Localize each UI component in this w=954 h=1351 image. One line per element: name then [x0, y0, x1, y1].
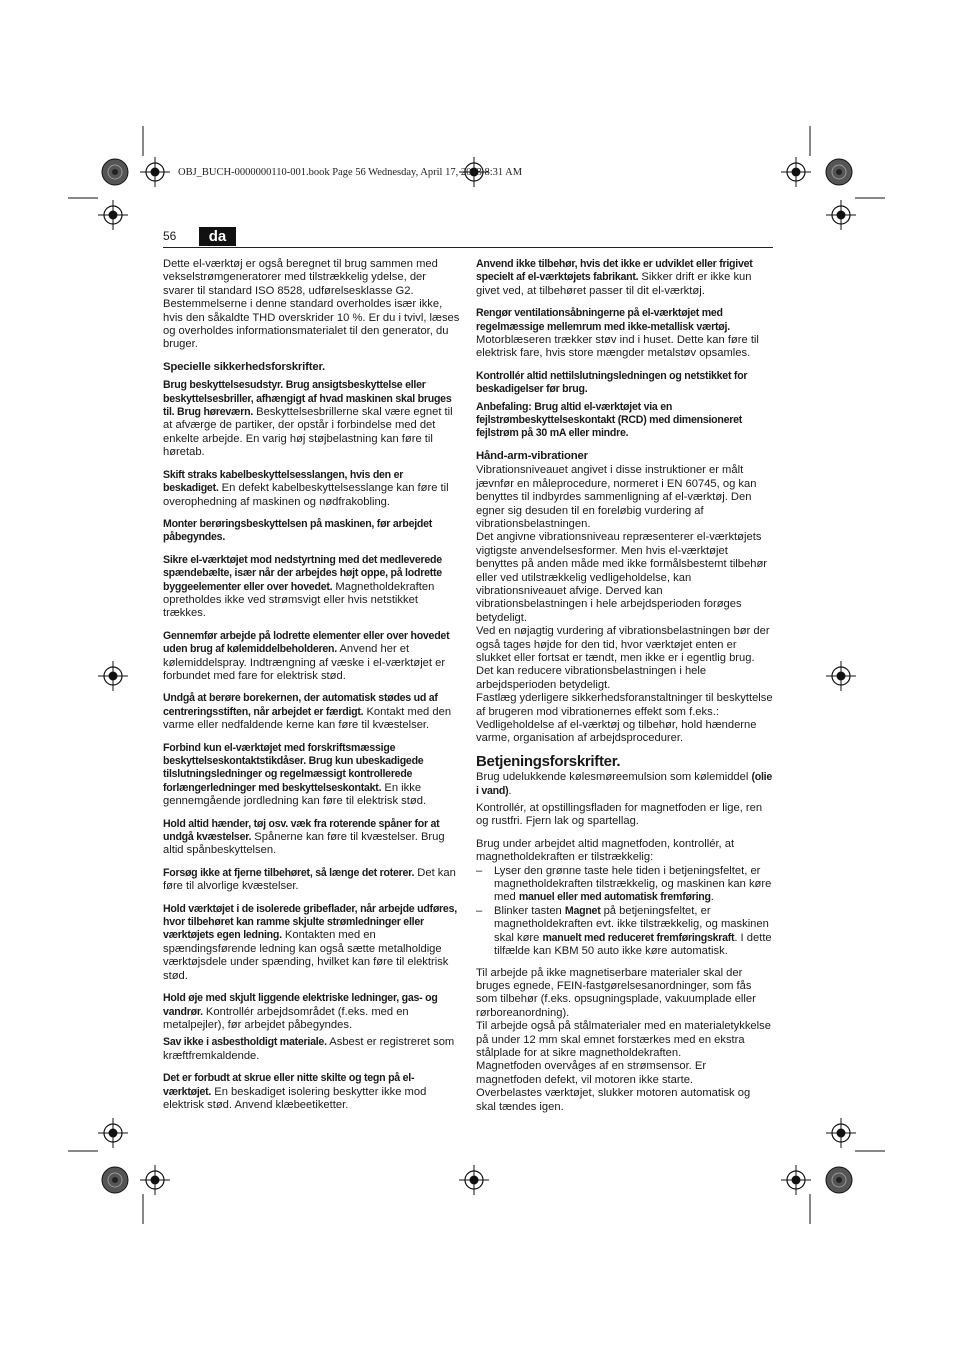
safety-instruction: Forsøg ikke at fjerne tilbehøret, så længe det roterer. — [163, 866, 415, 879]
safety-instruction: Anbefaling: Brug altid el-værktøjet via en fejlstrømbeskyttelseskontakt (RCD) med dimensioneret fejlstrøm på 30 mA eller mindre. — [476, 400, 743, 440]
vibration-paragraph: Det angivne vibrationsniveau repræsenterer el-værktøjets vigtigste anvendelsesformer. Men hvis el-værktøjet benyttes på anden måde med ikke formålsbestemt tilbehør eller ved utilstrækkelig vedligeholdelse, kan vibrationsniveauet afvige. Derved kan vibrationsbelastningen i hele arbejdsperioden forøges betydeligt. — [476, 531, 768, 624]
safety-paragraph — [163, 742, 460, 809]
list-dash: – — [476, 864, 483, 877]
safety-explanation: Motorblæseren trækker støv ind i huset. Dette kan føre til elektrisk fare, hvis store mængder metalstøv opsamles. — [476, 334, 759, 360]
color-target — [102, 1167, 128, 1193]
list-item — [476, 905, 773, 959]
intro-paragraph: Dette el-værktøj er også beregnet til brug sammen med vekselstrømgeneratorer med tilstrækkelig ydelse, der svarer til standard ISO 8528, udførelsesklasse G2. Bestemmelserne i denne standard overholdes især ikke, hvis den såkaldte THD overskrider 10 %. Er du i tvivl, læses og overholdes informationsmaterialet til den generator, du bruger. — [163, 258, 460, 351]
safety-instruction: Skift straks kabelbeskyttelsesslangen, hvis den er beskadiget. — [163, 468, 404, 495]
section-heading-vibration: Hånd-arm-vibrationer — [476, 449, 588, 462]
operation-paragraph: Kontrollér, at opstillingsfladen for magnetfoden er lige, ren og rustfri. Fjern lak og spartellag. — [476, 802, 763, 828]
safety-instruction: Forbind kun el-værktøjet med forskriftsmæssige beskyttelseskontaktstikdåser. Brug kun ubeskadigede tilslutningsledninger og regelmæssigt kontrollerede forlængerledninger med beskyttelseskontakt. — [163, 741, 424, 794]
safety-paragraph — [163, 1072, 460, 1112]
list-item — [476, 865, 773, 905]
magnet-check-list — [476, 865, 773, 959]
safety-instruction: Brug beskyttelsesudstyr. Brug ansigtsbeskyttelse eller beskyttelsesbriller, afhængigt af hvad maskinen skal bruges til. Brug høreværn. — [163, 379, 452, 419]
list-text: på betjeningsfeltet, er magnetholdekraften evt. ikke tilstrækkelig, og maskinen skal køre — [494, 904, 769, 944]
registration-mark — [459, 1165, 489, 1195]
registration-mark — [826, 1118, 856, 1148]
safety-instruction: Hold altid hænder, tøj osv. væk fra roterende spåner for at undgå kvæstelser. — [163, 817, 440, 844]
section-heading-safety: Specielle sikkerhedsforskrifter. — [163, 360, 326, 373]
safety-explanation: Kontakt med den varme eller nedfaldende kerne kan føre til kvæstelser. — [163, 705, 452, 732]
safety-explanation: Beskyttelsesbrillerne skal være egnet til at afværge de partiker, der opstår i forbindelse med det enkelte arbejde. En varig høj støjbelastning kan føre til høretab. — [163, 406, 453, 459]
registration-mark — [826, 661, 856, 691]
list-text: Blinker tasten — [494, 904, 565, 917]
list-text: Lyser den grønne taste hele tiden i betjeningsfeltet, er magnetholdekraften tilstrækkelig, og maskinen kan køre med — [494, 864, 772, 904]
color-target — [102, 159, 128, 185]
safety-instruction: Hold øje med skjult liggende elektriske ledninger, gas- og vandrør. — [163, 992, 438, 1018]
safety-instruction: Hold værktøjet i de isolerede gribeflader, når arbejde udføres, hvor tilbehøret kan ramme skjulte strømledninger eller værktøjets egen ledning. — [163, 902, 457, 942]
registration-mark — [781, 1165, 811, 1195]
registration-mark — [98, 1118, 128, 1148]
vibration-paragraph: Ved en nøjagtig vurdering af vibrationsbelastningen bør der også tages højde for den tid, hvor værktøjet enten er slukket eller fortsat er tændt, men ikke er i egentlig brug. Det kan reducere vibrationsbelastningen i hele arbejdsperioden betydeligt. — [476, 625, 770, 691]
list-emphasis: manuel eller med automatisk fremføring — [518, 891, 711, 904]
header-rule — [163, 247, 773, 248]
page-number: 56 — [163, 229, 177, 243]
safety-instruction: Monter berøringsbeskyttelsen på maskinen, før arbejdet påbegyndes. — [163, 517, 433, 544]
safety-paragraph — [163, 818, 460, 858]
left-column — [163, 258, 460, 1116]
safety-instruction: Rengør ventilationsåbningerne på el-værktøjet med regelmæssige mellemrum med ikke-metallisk værtøj. — [476, 307, 730, 333]
safety-instruction: Anvend ikke tilbehør, hvis det ikke er udviklet eller frigivet specielt af el-værktøjets fabrikant. — [476, 258, 753, 284]
vibration-paragraph: Fastlæg yderligere sikkerhedsforanstaltninger til beskyttelse af brugeren mod vibrationernes effekt som f.eks.: Vedligeholdelse af el-værktøj og tilbehør, hold hænderne varme, organisation af arbejdsprocedurer. — [476, 692, 773, 745]
safety-explanation: Det kan føre til alvorlige kvæstelser. — [163, 866, 456, 893]
language-badge: da — [199, 227, 236, 246]
list-text: . — [710, 891, 714, 904]
registration-mark — [140, 1165, 170, 1195]
safety-instruction: Kontrollér altid nettilslutningsledningen og netstikket for beskadigelser før brug. — [476, 369, 748, 396]
safety-paragraph — [163, 867, 460, 894]
operation-paragraph: Magnetfoden overvåges af en strømsensor. Er magnetfoden defekt, vil motoren ikke starte. — [476, 1060, 707, 1086]
operation-paragraph: Til arbejde også på stålmaterialer med en materialetykkelse på under 12 mm skal emnet forstærkes med en ekstra stålplade for at sikre magnetholdekraften. — [476, 1020, 771, 1059]
safety-paragraph — [476, 370, 773, 397]
safety-paragraph — [163, 379, 460, 459]
section-heading-operation: Betjeningsforskrifter. — [476, 752, 621, 770]
registration-mark — [98, 200, 128, 230]
safety-paragraph — [163, 630, 460, 684]
safety-paragraph — [163, 469, 460, 509]
registration-mark — [826, 200, 856, 230]
vibration-paragraph: Vibrationsniveauet angivet i disse instruktioner er målt jævnfør en måleprocedure, normeret i EN 60745, og kan benyttes til indbyrdes sammenligning af el-værktøj. Den egner sig desuden til en foreløbig vurdering af vibrationsbelastningen. — [476, 464, 757, 530]
safety-instruction: Det er forbudt at skrue eller nitte skilte og tegn på el-værktøjet. — [163, 1072, 415, 1098]
operation-paragraph: Til arbejde på ikke magnetiserbare materialer skal der bruges egnede, FEIN-fastgørelsesanordninger, som fås som tilbehør (f.eks. opsugningsplade, vakuumplade eller rørboreanordning). — [476, 966, 756, 1019]
file-header: OBJ_BUCH-0000000110-001.book Page 56 Wednesday, April 17, 2013 8:31 AM — [178, 167, 523, 178]
operation-text: . — [508, 784, 512, 797]
safety-paragraph — [163, 518, 460, 545]
list-emphasis: Magnet — [564, 904, 601, 917]
operation-emphasis: (olie i vand) — [476, 771, 772, 797]
safety-instruction: Undgå at berøre borekernen, der automatisk stødes ud af centreringsstiften, når arbejdet er færdigt. — [163, 692, 438, 718]
safety-explanation: Spånerne kan føre til kvæstelser. Brug altid spånbeskyttelsen. — [163, 831, 445, 857]
safety-explanation: En beskadiget isolering beskytter ikke mod elektrisk stød. Anvend klæbeetiketter. — [163, 1085, 427, 1111]
safety-paragraph — [163, 554, 460, 621]
operation-paragraph — [476, 771, 773, 798]
safety-explanation: Asbest er registreret som kræftfremkaldende. — [163, 1036, 455, 1062]
safety-paragraph — [476, 258, 773, 298]
safety-paragraph — [163, 992, 460, 1032]
safety-explanation: Kontrollér arbejdsområdet (f.eks. med en metalpejler), før arbejdet påbegyndes. — [163, 1005, 409, 1031]
safety-explanation: Sikker drift er ikke kun givet ved, at tilbehøret passer til dit el-værktøj. — [476, 271, 752, 297]
list-emphasis: manuelt med reduceret fremføringskraft — [542, 931, 735, 944]
safety-explanation: Anvend her et kølemiddelspray. Indtrængning af væske i el-værktøjet er forbundet med fare for elektrisk stød. — [163, 643, 446, 682]
operation-text: Brug udelukkende kølesmøreemulsion som kølemiddel — [476, 771, 752, 784]
registration-mark — [98, 661, 128, 691]
right-column — [476, 258, 773, 1118]
color-target — [826, 159, 852, 185]
safety-instruction: Sikre el-værktøjet mod nedstyrtning med det medleverede spændebælte, især når der arbejdes højt oppe, på lodrette byggeelementer eller over hovedet. — [163, 553, 442, 593]
safety-paragraph — [476, 401, 773, 441]
safety-paragraph — [163, 1036, 460, 1063]
safety-paragraph — [163, 692, 460, 732]
registration-mark — [140, 157, 170, 187]
safety-explanation: Magnetholdekraften opretholdes ikke ved strømsvigt eller hvis netstikket trækkes. — [163, 580, 435, 620]
safety-paragraph — [476, 307, 773, 361]
operation-paragraph: Overbelastes værktøjet, slukker motoren automatisk og skal tændes igen. — [476, 1087, 751, 1113]
operation-paragraph: Brug under arbejdet altid magnetfoden, kontrollér, at magnetholdekraften er tilstrækkelig: — [476, 837, 735, 864]
safety-explanation: En defekt kabelbeskyttelsesslange kan føre til overophedning af maskinen og nødfrakobling. — [163, 482, 449, 508]
list-dash: – — [476, 904, 483, 917]
registration-mark — [781, 157, 811, 187]
safety-instruction: Gennemfør arbejde på lodrette elementer eller over hovedet uden brug af kølemiddelbeholderen. — [163, 629, 450, 656]
safety-paragraph — [163, 903, 460, 983]
list-text: . I dette tilfælde kan KBM 50 auto ikke køre automatisk. — [494, 931, 772, 958]
safety-instruction: Sav ikke i asbestholdigt materiale. — [163, 1036, 327, 1049]
safety-explanation: En ikke gennemgående jordledning kan føre til elektrisk stød. — [163, 781, 427, 808]
safety-explanation: Kontakten med en spændingsførende ledning kan også sætte metalholdige værktøjsdele under spænding, hvilket kan føre til elektrisk stød. — [163, 929, 449, 982]
color-target — [826, 1167, 852, 1193]
